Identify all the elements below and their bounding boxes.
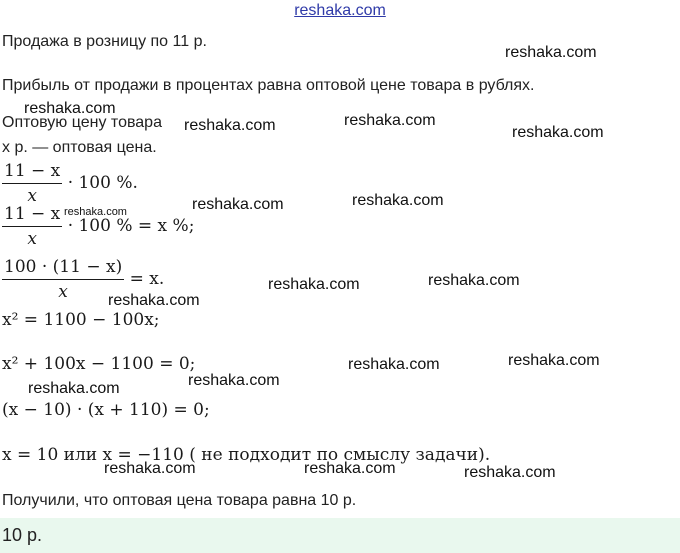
answer-text: 10 р.	[2, 525, 43, 545]
equation-4: x² = 1100 − 100x;	[2, 310, 160, 330]
fraction-eq2-denominator: x	[27, 229, 37, 249]
watermark: reshaka.com	[304, 460, 396, 477]
fraction-eq1-denominator: x	[27, 186, 37, 206]
fraction-eq3	[2, 257, 124, 302]
fraction-eq2	[2, 204, 62, 249]
equation-6: (x − 10) · (x + 110) = 0;	[2, 400, 210, 420]
answer-box	[0, 518, 680, 553]
line-wholesale-label: Оптовую цену товара	[2, 114, 162, 131]
watermark: reshaka.com	[108, 292, 200, 309]
watermark: reshaka.com	[344, 112, 436, 129]
line-retail-price: Продажа в розницу по 11 р.	[2, 33, 207, 50]
watermark: reshaka.com	[28, 380, 120, 397]
watermark: reshaka.com	[428, 272, 520, 289]
fraction-eq1-numerator: 11 − x	[2, 161, 62, 184]
line-roots: x = 10 или x = −110 ( не подходит по смыслу задачи).	[2, 445, 491, 465]
fraction-eq3-numerator: 100 · (11 − x)	[2, 257, 124, 280]
equation-1-tail: · 100 %.	[67, 173, 138, 193]
watermark: reshaka.com	[464, 464, 556, 481]
fraction-eq1	[2, 161, 62, 206]
watermark: reshaka.com	[192, 196, 284, 213]
watermark: reshaka.com	[348, 356, 440, 373]
watermark: reshaka.com	[268, 276, 360, 293]
equation-3-tail: = x.	[129, 269, 165, 289]
watermark: reshaka.com	[508, 352, 600, 369]
watermark: reshaka.com	[188, 372, 280, 389]
equation-1	[2, 161, 138, 206]
site-title-link[interactable]: reshaka.com	[294, 2, 386, 19]
watermark: reshaka.com	[64, 206, 127, 218]
line-let-x: x р. — оптовая цена.	[2, 139, 157, 156]
watermark: reshaka.com	[104, 460, 196, 477]
fraction-eq2-numerator: 11 − x	[2, 204, 62, 227]
watermark: reshaka.com	[505, 44, 597, 61]
equation-5: x² + 100x − 1100 = 0;	[2, 354, 196, 374]
watermark: reshaka.com	[352, 192, 444, 209]
line-profit-condition: Прибыль от продажи в процентах равна оптовой цене товара в рублях.	[2, 77, 535, 94]
watermark: reshaka.com	[184, 117, 276, 134]
line-conclusion: Получили, что оптовая цена товара равна 10 р.	[2, 492, 357, 509]
fraction-eq3-denominator: x	[58, 282, 68, 302]
watermark: reshaka.com	[24, 100, 116, 117]
watermark: reshaka.com	[512, 124, 604, 141]
equation-2-tail: · 100 % = x %;	[67, 216, 195, 236]
